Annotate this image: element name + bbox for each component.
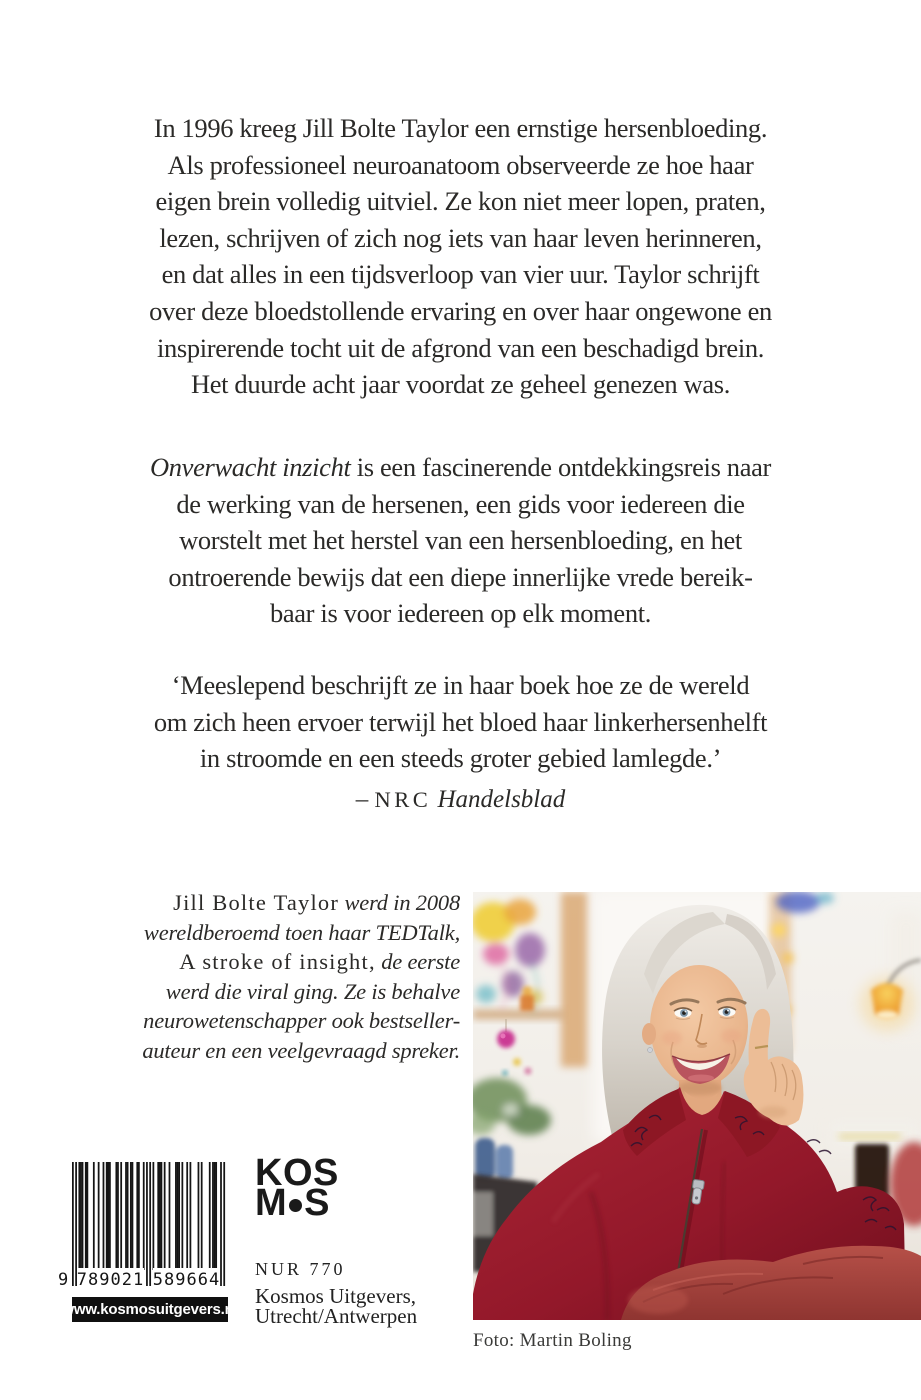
text-line: Het duurde acht jaar voordat ze geheel genezen was. — [190, 369, 731, 400]
blurb-paragraph — [0, 110, 921, 403]
text-line: werd die viral ging. Ze is behalve — [165, 978, 460, 1004]
text-line: in stroomde en een steeds groter gebied lamlegde.’ — [199, 743, 722, 774]
text-line: over deze bloedstollende ervaring en over haar ongewone en — [149, 295, 772, 326]
text-line: ‘Meeslepend beschrijft ze in haar boek hoe ze de wereld — [171, 670, 750, 700]
text-line: en dat alles in een tijdsverloop van vier uur. Taylor schrijft — [161, 259, 760, 290]
text-line: om zich heen ervoer terwijl het bloed haar linkerhersenhelft — [153, 706, 768, 737]
author-portrait-illustration — [473, 892, 921, 1320]
barcode-lead-digit: 9 — [58, 1270, 70, 1288]
author-photo — [473, 892, 921, 1320]
text-line: eigen brein volledig uitviel. Ze kon niet meer lopen, praten, — [155, 186, 766, 217]
author-bio — [100, 888, 460, 1066]
quote-attribution: – NRC Handelsblad — [355, 786, 566, 813]
text-line: inspirerende tocht uit de afgrond van een beschadigd brein. — [156, 332, 765, 363]
text-line: Als professioneel neuroanatoom observeerde ze hoe haar — [167, 149, 754, 180]
kosmos-logo — [255, 1152, 339, 1224]
barcode-digits-left: 789021 — [76, 1270, 145, 1288]
publisher-city: Utrecht/Antwerpen — [255, 1304, 418, 1328]
text-line: baar is voor iedereen op elk moment. — [269, 598, 652, 629]
text-line: In 1996 kreeg Jill Bolte Taylor een ernstige hersenbloeding. — [153, 113, 768, 143]
kosmos-logo-line2 — [255, 1182, 339, 1224]
imprint-block — [255, 1259, 417, 1326]
description-paragraph — [0, 449, 921, 632]
publisher-website: www.kosmosuitgevers.nl — [72, 1297, 228, 1322]
text-line: worstelt met het herstel van een hersenbloeding, en het — [179, 525, 742, 556]
isbn-barcode — [58, 1162, 228, 1288]
text-line: Onverwacht inzicht is een fascinerende ontdekkingsreis naar — [149, 452, 772, 482]
earring — [648, 1048, 653, 1053]
text-line: wereldberoemd toen haar TEDTalk, — [143, 919, 460, 945]
text-line: Jill Bolte Taylor werd in 2008 — [173, 890, 460, 915]
ear — [642, 1023, 656, 1045]
publisher-name: Kosmos Uitgevers, — [255, 1284, 416, 1308]
nur-code: NUR 770 — [255, 1259, 346, 1279]
text-line: lezen, schrijven of zich nog iets van haar leven herinneren, — [159, 222, 762, 253]
text-line: A stroke of insight, de eerste — [179, 949, 460, 975]
text-line: auteur en een veelgevraagd spreker. — [142, 1037, 460, 1063]
text-line: ontroerende bewijs dat een diepe innerlijke vrede bereik- — [168, 561, 753, 592]
text-line: de werking van de hersenen, een gids voor iedereen die — [176, 488, 745, 519]
kosmos-logo-m: M — [255, 1182, 288, 1224]
kosmos-logo-dot — [289, 1199, 302, 1212]
kosmos-logo-s: S — [304, 1182, 331, 1224]
photo-credit: Foto: Martin Boling — [473, 1330, 632, 1351]
barcode-digits-right: 589664 — [152, 1270, 221, 1288]
kosmos-logo-line1: KOS — [255, 1152, 339, 1194]
text-line: neurowetenschapper ook bestseller- — [143, 1008, 460, 1034]
press-quote — [0, 667, 921, 777]
